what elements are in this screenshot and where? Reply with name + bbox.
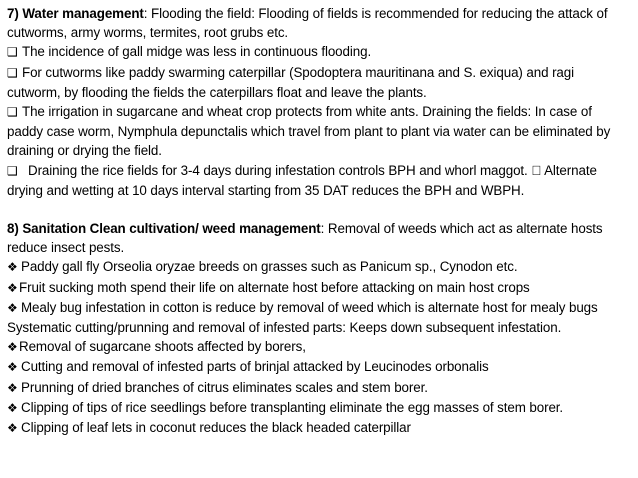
list-item [7, 398, 631, 418]
list-item-text: For cutworms like paddy swarming caterpillar (Spodoptera mauritinana and S. exiqua) and ragi cutworm, by flooding the fields the caterpillars float and leave the plants. [7, 64, 574, 100]
list-item-text: The incidence of gall midge was less in continuous flooding. [22, 44, 372, 60]
checkbox-bullet-icon: ❑ [7, 45, 18, 60]
list-item-text: Clipping of tips of rice seedlings before transplanting eliminate the egg masses of stem borer. [21, 399, 564, 415]
diamond-bullet-icon: ❖ [7, 300, 18, 315]
section-7-intro [7, 4, 631, 42]
diamond-bullet-icon: ❖ [7, 360, 18, 375]
list-item [7, 357, 631, 377]
list-item-text: Removal of sugarcane shoots affected by borers, [19, 339, 306, 355]
section-8-intro [7, 219, 631, 257]
list-item-text: The irrigation in sugarcane and wheat crop protects from white ants. Draining the fields: In case of paddy case worm, Nymphula depunctalis which travel from plant to plant via water can be eliminated by draining or drying the field. [7, 104, 611, 159]
list-item [7, 337, 631, 357]
diamond-bullet-icon: ❖ [7, 280, 18, 295]
list-item [7, 298, 631, 337]
list-item [7, 257, 631, 277]
list-item [7, 278, 631, 298]
slide-content [7, 4, 631, 438]
checkbox-bullet-icon: ❑ [7, 105, 18, 120]
list-item-text: Mealy bug infestation in cotton is reduce by removal of weed which is alternate host for mealy bugs Systematic cutting/prunning and removal of infested parts: Keeps down subsequent infestation. [7, 299, 598, 336]
list-item [7, 63, 631, 102]
list-item [7, 161, 631, 200]
list-item [7, 102, 631, 161]
diamond-bullet-icon: ❖ [7, 421, 18, 436]
diamond-bullet-icon: ❖ [7, 260, 18, 275]
list-item-text: Fruit sucking moth spend their life on alternate host before attacking on main host crops [19, 279, 530, 295]
checkbox-bullet-icon: ❑ [7, 163, 18, 178]
checkbox-bullet-icon: ❑ [7, 65, 18, 80]
section-7-heading: 7) Water management [7, 6, 144, 21]
section-8-intro-text: : Removal of weeds which act as alternate hosts reduce insect pests. [7, 221, 603, 256]
section-8-heading: 8) Sanitation Clean cultivation/ weed management [7, 221, 321, 237]
diamond-bullet-icon: ❖ [7, 340, 18, 355]
list-item-text: Prunning of dried branches of citrus eliminates scales and stem borer. [21, 379, 428, 395]
list-item-text: Paddy gall fly Orseolia oryzae breeds on grasses such as Panicum sp., Cynodon etc. [21, 259, 518, 275]
diamond-bullet-icon: ❖ [7, 400, 18, 415]
diamond-bullet-icon: ❖ [7, 380, 18, 395]
list-item [7, 42, 631, 62]
list-item-text: Clipping of leaf lets in coconut reduces the black headed caterpillar [21, 420, 411, 436]
list-item-text: Draining the rice fields for 3-4 days during infestation controls BPH and whorl maggot.   Alternate drying and wetting at 10 days interval starting from 35 DAT reduces the BPH and WBPH. [7, 162, 597, 198]
list-item [7, 418, 631, 438]
list-item [7, 378, 631, 398]
list-item-text: Cutting and removal of infested parts of brinjal attacked by Leucinodes orbonalis [21, 359, 489, 375]
section-7-intro-text: : Flooding the field: Flooding of fields is recommended for reducing the attack of cutworms, army worms, termites, root grubs etc. [7, 6, 608, 41]
